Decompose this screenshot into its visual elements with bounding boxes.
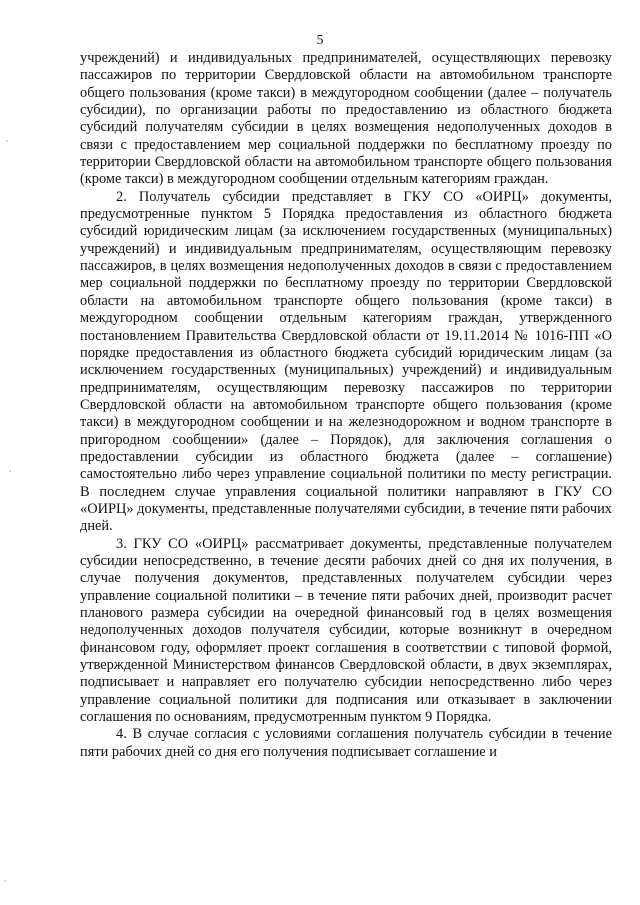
scan-speck [4,880,6,882]
paragraph-continuation: учреждений) и индивидуальных предпринимателей, осуществляющих перевозку пассажиров по территории Свердловской области на автомобильном транспорте общего пользования (кроме такси) в междугородном сообщении (далее – получатель субсидии), по организации работы по предоставлению из областного бюджета субсидий получателям субсидии в целях возмещения недополученных доходов в связи с предоставлением мер социальной поддержки по бесплатному проезду по территории Свердловской области на автомобильном транспорте общего пользования (кроме такси) в междугородном сообщении отдельным категориям граждан. [80,50,612,188]
scan-speck [6,140,8,142]
page-number: 5 [316,32,324,47]
paragraph-4: 4. В случае согласия с условиями соглашения получатель субсидии в течение пяти рабочих дней со дня его получения подписывает соглашение и [80,726,612,760]
scan-speck [9,470,11,472]
document-body [80,50,612,761]
paragraph-2: 2. Получатель субсидии представляет в ГКУ СО «ОИРЦ» документы, предусмотренные пунктом 5 Порядка предоставления из областного бюджета субсидий юридическим лицам (за исключением государственных (муниципальных) учреждений) и индивидуальным предпринимателям, осуществляющим перевозку пассажиров, в целях возмещения недополученных доходов в связи с предоставлением мер социальной поддержки по бесплатному проезду по территории Свердловской области на автомобильном транспорте общего пользования (кроме такси) в междугородном сообщении отдельным категориям граждан, утвержденного постановлением Правительства Свердловской области от 19.11.2014 № 1016-ПП «О порядке предоставления из областного бюджета субсидий юридическим лицам (за исключением государственных (муниципальных) учреждений) и индивидуальным предпринимателям, осуществляющим перевозку пассажиров по территории Свердловской области на автомобильном транспорте общего пользования (кроме такси) в междугородном сообщении и на железнодорожном и водном транспорте в пригородном сообщении» (далее – Порядок), для заключения соглашения о предоставлении субсидии из областного бюджета (далее – соглашение) самостоятельно либо через управление социальной политики по месту регистрации. В последнем случае управления социальной политики направляют в ГКУ СО «ОИРЦ» документы, представленные получателями субсидии, в течение пяти рабочих дней. [80,188,612,535]
paragraph-3: 3. ГКУ СО «ОИРЦ» рассматривает документы, представленные получателем субсидии непосредственно, в течение десяти рабочих дней со дня их получения, в случае получения документов, представленных получателем субсидии через управление социальной политики – в течение пяти рабочих дней, производит расчет планового размера субсидии на очередной финансовый год в целях возмещения недополученных доходов получателя субсидии, которые возникнут в очередном финансовом году, оформляет проект соглашения в соответствии с типовой формой, утвержденной Министерством финансов Свердловской области, в двух экземплярах, подписывает и направляет его получателю субсидии непосредственно либо через управление социальной политики для подписания или отказывает в заключении соглашения по основаниям, предусмотренным пунктом 9 Порядка. [80,535,612,726]
